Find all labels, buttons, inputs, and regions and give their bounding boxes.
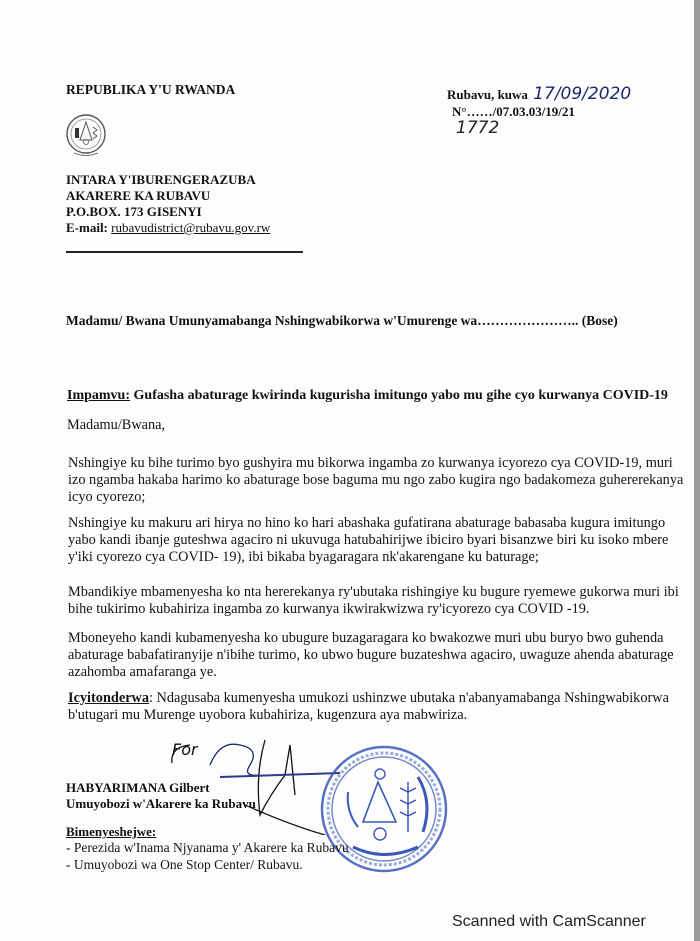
note-label: Icyitonderwa (68, 690, 150, 706)
scan-edge-strip (694, 0, 700, 941)
note-line: b'utugari mu Murenge uyobora kubahiriza, kugenzura aya mabwiriza. (68, 707, 468, 723)
paragraph-3 (68, 584, 679, 618)
email-link[interactable]: rubavudistrict@rubavu.gov.rw (111, 220, 271, 235)
signature-prefix: For (172, 740, 198, 759)
paragraph-2 (68, 515, 669, 566)
paragraph-line: Nshingiye ku makuru ari hirya no hino ko hari abashaka gufatirana abaturage babasaba kugura imitungo (68, 515, 666, 531)
paragraph-line: azahomba amafaranga ye. (68, 664, 217, 680)
signatory-title: Umuyobozi w'Akarere ka Rubavu (66, 796, 256, 811)
subject-line (67, 388, 668, 404)
handwritten-number: 1772 (456, 118, 500, 138)
subject-label: Impamvu: (67, 388, 131, 403)
paragraph-line: yabo kandi ibanje guteshwa agaciro ni ukuvuga hatubahirijwe ibiciro byari bisanzwe biri ku isoko mbere (68, 532, 669, 548)
paragraph-line: bihe tukirimo kubahiriza ingamba zo kurwanya ikwirakwizwa ry'icyorezo cya COVID -19. (68, 601, 590, 617)
addressee-line: Madamu/ Bwana Umunyamabanga Nshingwabikorwa w'Umurenge wa………………….. (Bose) (66, 313, 618, 328)
note-first-line (68, 690, 669, 707)
paragraph-line: izo ngamba hakaba harimo ko abaturage bose baguma mu ngo zabo kugira ngo badakomeza guhererekanya (68, 472, 684, 488)
paragraph-line: Mbandikiye mbamenyesha ko nta hererekanya ry'ubutaka rishingiye ku bugure ryemewe gukorwa muri ibi (68, 584, 679, 600)
place-date-line (447, 86, 631, 103)
letterhead-divider (66, 251, 303, 253)
cc-label: Bimenyeshejwe: (66, 824, 157, 839)
coat-of-arms-logo-icon (64, 112, 108, 165)
official-stamp-icon (318, 742, 450, 881)
cc-item: - Perezida w'Inama Njyanama y' Akarere ka Rubavu (66, 840, 349, 855)
pobox-line: P.O.BOX. 173 GISENYI (66, 204, 202, 219)
note-text: : Ndagusaba kumenyesha umukozi ushinzwe ubutaka n'abanyamabanga Nshingwabikorwa (149, 690, 669, 706)
place-date-label: Rubavu, kuwa (447, 87, 528, 102)
reference-number: N°……/07.03.03/19/21 (452, 104, 575, 119)
salutation: Madamu/Bwana, (67, 417, 166, 433)
paragraph-line: y'iki cyorezo cya COVID- 19), ibi bikaba byagaragara nk'akarengane ku baturage; (68, 549, 539, 565)
republic-heading: REPUBLIKA Y'U RWANDA (66, 82, 236, 97)
district-line: AKARERE KA RUBAVU (66, 188, 211, 203)
paragraph-line: Nshingiye ku bihe turimo byo gushyira mu bikorwa ingamba zo kurwanya icyorezo cya COVID-19, muri (68, 455, 673, 471)
note-paragraph (68, 690, 669, 724)
email-line (66, 220, 270, 236)
province-line: INTARA Y'IBURENGERAZUBA (66, 172, 256, 187)
cc-item: - Umuyobozi wa One Stop Center/ Rubavu. (66, 857, 303, 872)
camscanner-watermark: Scanned with CamScanner (452, 913, 646, 930)
signatory-name: HABYARIMANA Gilbert (66, 780, 210, 795)
paragraph-line: Mboneyeho kandi kubamenyesha ko ubugure buzagaragara ko bwakozwe muri ubu buryo bwo guhenda (68, 630, 664, 646)
paragraph-line: abaturage babafatiranyije n'ibihe turimo, ko ubwo bugure buzateshwa agaciro, uwaguze ahenda abaturage (68, 647, 674, 663)
handwritten-date: 17/09/2020 (533, 84, 632, 104)
paragraph-4 (68, 630, 674, 681)
paragraph-1 (68, 455, 684, 506)
subject-text: Gufasha abaturage kwirinda kugurisha imitungo yabo mu gihe cyo kurwanya COVID-19 (133, 388, 668, 403)
paragraph-line: icyo cyorezo; (68, 489, 146, 505)
email-label: E-mail: (66, 220, 108, 235)
